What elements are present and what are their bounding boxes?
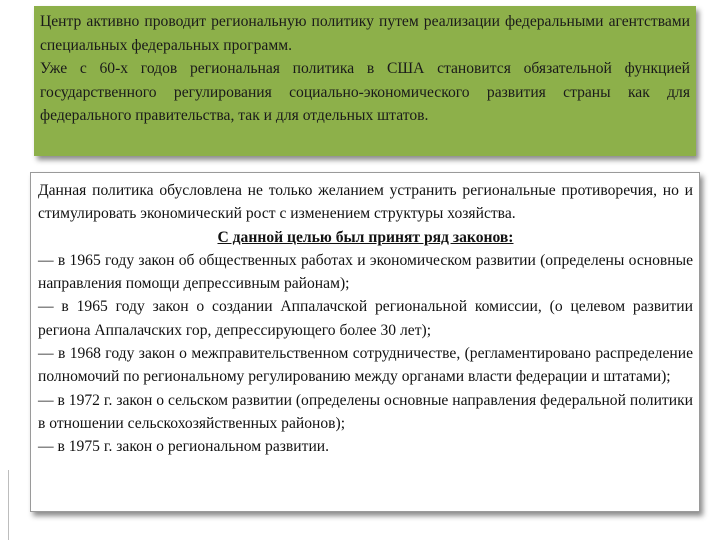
- summary-paragraph-1: Центр активно проводит региональную политику путем реализации федеральными агентствами специальных федеральных программ.: [40, 13, 690, 54]
- laws-text-box: [30, 172, 700, 512]
- summary-paragraph-2: Уже с 60-х годов региональная политика в США становится обязательной функцией государственного регулирования социально-экономического развития страны как для федерального правительства, так и для отдельных штатов.: [40, 60, 690, 125]
- intro-paragraph: Данная политика обусловлена не только желанием устранить региональные противоречия, но и стимулировать экономический рост с изменением структуры хозяйства.: [38, 182, 693, 223]
- laws-heading: С данной целью был принят ряд законов:: [217, 228, 514, 246]
- law-item-1972-rural-development: — в 1972 г. закон о сельском развитии (определены основные направления федеральной политики в отношении сельскохозяйственных районов);: [38, 391, 693, 432]
- law-item-1968-intergovernmental: — в 1968 году закон о межправительственном сотрудничестве, (регламентировано распределение полномочий по региональному регулированию между органами власти федерации и штатами);: [38, 345, 693, 386]
- law-item-1965-appalachian-commission: — в 1965 году закон о создании Аппалачской региональной комиссии, (о целевом развитии региона Аппалачских гор, депрессирующего более 30 лет);: [38, 298, 693, 339]
- left-divider-line: [8, 470, 9, 540]
- law-item-1975-regional-development: — в 1975 г. закон о региональном развитии.: [38, 438, 330, 456]
- summary-text-box: [34, 6, 696, 156]
- law-item-1965-public-works: — в 1965 году закон об общественных работах и экономическом развитии (определены основные направления помощи депрессивным районам);: [38, 251, 693, 293]
